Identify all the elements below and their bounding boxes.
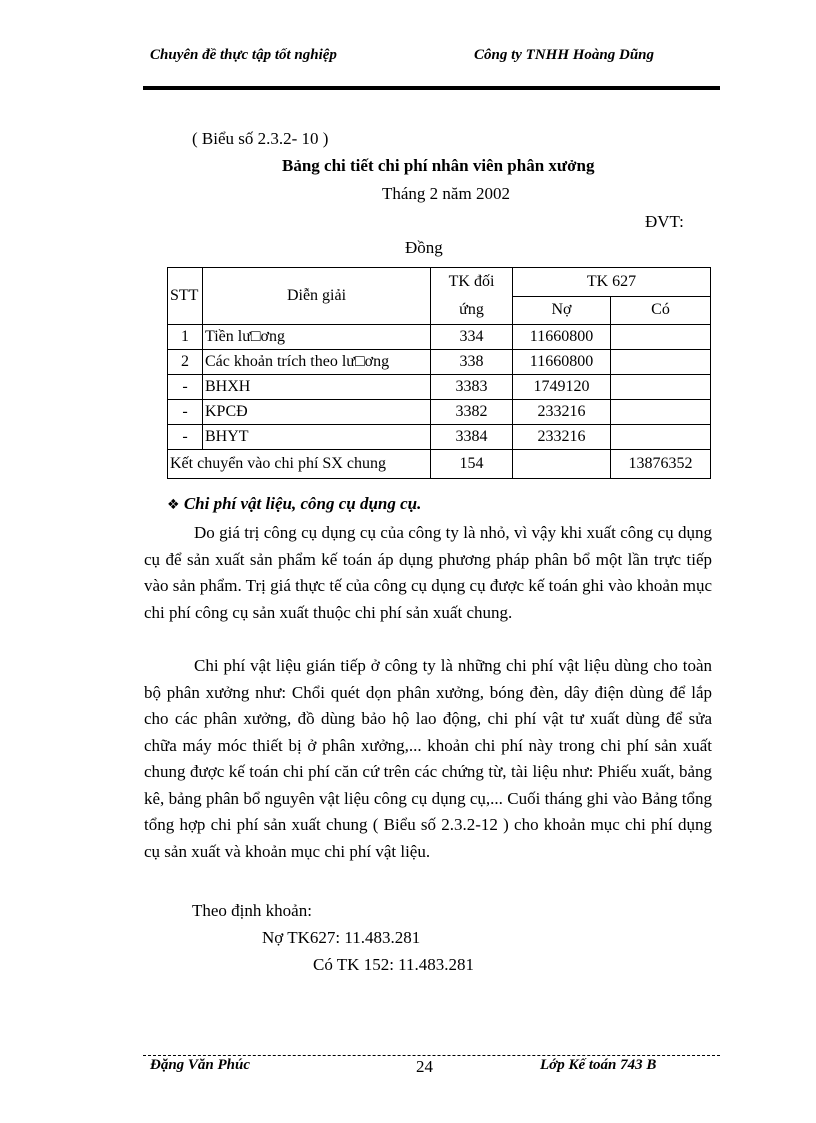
row-description: BHXH — [203, 375, 431, 400]
table-title: Bảng chi tiết chi phí nhân viên phân xưởng — [282, 156, 595, 175]
row-stt: - — [168, 400, 203, 425]
footer-author: Đặng Văn Phúc — [150, 1057, 251, 1073]
row-description: Các khoản trích theo lư□ơng — [203, 350, 431, 375]
paragraph-tools: Do giá trị công cụ dụng cụ của công ty là nhỏ, vì vậy khi xuất công cụ dụng cụ để sản xuất sản phẩm kế toán áp dụng phương pháp phân bổ một lần trực tiếp vào sản phẩm. Trị giá thực tế của công cụ dụng cụ được kế toán ghi vào khoản mục chi phí công cụ sản xuất thuộc chi phí sản xuất chung. — [144, 523, 712, 622]
unit-value: Đồng — [405, 238, 443, 257]
header-tk627: TK 627 — [513, 268, 711, 297]
table-row — [168, 325, 711, 350]
header-right-company: Công ty TNHH Hoàng Dũng — [474, 47, 655, 63]
row-stt: - — [168, 425, 203, 450]
row-description: Tiền lư□ơng — [203, 325, 431, 350]
header-stt: STT — [168, 268, 203, 325]
table-row — [168, 400, 711, 425]
table-row — [168, 375, 711, 400]
footer-divider — [143, 1055, 720, 1056]
table-total-row — [168, 450, 711, 479]
row-description: BHYT — [203, 425, 431, 450]
header-divider — [143, 86, 720, 90]
row-stt: 2 — [168, 350, 203, 375]
row-stt: - — [168, 375, 203, 400]
row-counter-account: 3384 — [431, 425, 513, 450]
row-description: KPCĐ — [203, 400, 431, 425]
header-left-title: Chuyên đề thực tập tốt nghiệp — [150, 47, 337, 63]
entry-credit: Có TK 152: 11.483.281 — [313, 955, 475, 974]
header-debit: Nợ — [513, 296, 611, 325]
section-heading — [167, 494, 421, 514]
row-credit — [611, 425, 711, 450]
table-period: Tháng 2 năm 2002 — [382, 184, 510, 203]
total-description: Kết chuyển vào chi phí SX chung — [168, 450, 431, 479]
row-debit: 11660800 — [513, 325, 611, 350]
page-number: 24 — [416, 1057, 433, 1076]
total-debit — [513, 450, 611, 479]
table-header-row — [168, 268, 711, 297]
row-credit — [611, 325, 711, 350]
row-debit: 1749120 — [513, 375, 611, 400]
entry-debit: Nợ TK627: 11.483.281 — [262, 928, 421, 947]
cost-detail-table — [167, 267, 711, 479]
total-credit: 13876352 — [611, 450, 711, 479]
row-counter-account: 334 — [431, 325, 513, 350]
row-credit — [611, 350, 711, 375]
section-heading-text: Chi phí vật liệu, công cụ dụng cụ. — [183, 494, 422, 513]
row-counter-account: 3383 — [431, 375, 513, 400]
footer-class: Lớp Kế toán 743 B — [540, 1057, 657, 1073]
row-credit — [611, 400, 711, 425]
form-number: ( Biểu số 2.3.2- 10 ) — [192, 129, 329, 148]
row-debit: 233216 — [513, 425, 611, 450]
row-debit: 11660800 — [513, 350, 611, 375]
header-counter-account-line1: TK đối — [448, 273, 495, 290]
row-credit — [611, 375, 711, 400]
header-credit: Có — [611, 296, 711, 325]
total-counter-account: 154 — [431, 450, 513, 479]
row-stt: 1 — [168, 325, 203, 350]
table-row — [168, 425, 711, 450]
diamond-bullet-icon: ❖ — [167, 497, 180, 513]
header-description: Diễn giải — [203, 268, 431, 325]
unit-label: ĐVT: — [645, 212, 684, 231]
table-row — [168, 350, 711, 375]
row-counter-account: 338 — [431, 350, 513, 375]
row-counter-account: 3382 — [431, 400, 513, 425]
header-counter-account-line2: ứng — [459, 301, 484, 318]
row-debit: 233216 — [513, 400, 611, 425]
header-counter-account — [431, 268, 513, 325]
paragraph-materials: Chi phí vật liệu gián tiếp ở công ty là những chi phí vật liệu dùng cho toàn bộ phân xưởng như: Chổi quét dọn phân xưởng, bóng đèn, dây điện dùng để lắp cho các phân xưởng, đồ dùng bảo hộ lao động, chi phí vật tư xuất dùng để sửa chữa máy móc thiết bị ở phân xưởng,... khoản chi phí này trong chi phí sản xuất chung được kế toán chi phí căn cứ trên các chứng từ, tài liệu như: Phiếu xuất, bảng kê, bảng phân bổ nguyên vật liệu công cụ dụng cụ,... Cuối tháng ghi vào Bảng tổng tổng hợp chi phí sản xuất chung ( Biểu số 2.3.2-12 ) cho khoản mục chi phí dụng cụ sản xuất và khoản mục chi phí vật liệu. — [144, 656, 712, 861]
entry-intro: Theo định khoản: — [192, 901, 312, 920]
